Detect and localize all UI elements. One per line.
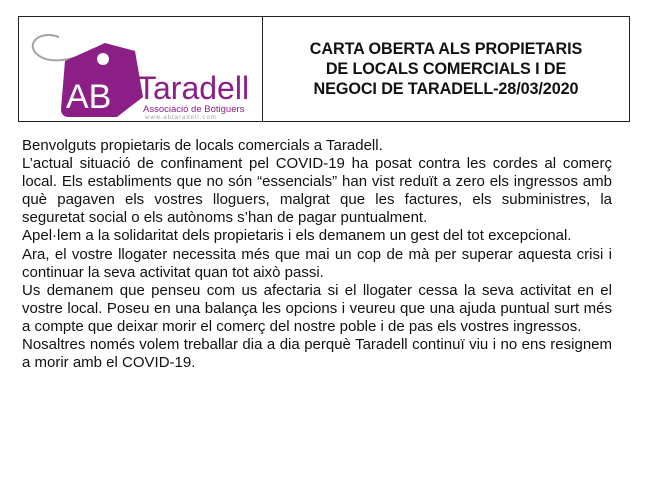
- paragraph: L’actual situació de confinament pel COVID-19 ha posat contra les cordes al comerç local. Els establiments que no són “essencials” han vist reduït a zero els ingressos amb què pagaven els vostres lloguers, malgrat que les factures, els subministres, la seguretat social o els autònoms s’han de pagar puntualment.: [22, 155, 612, 227]
- logo-initials: AB: [66, 78, 112, 116]
- title-cell: [263, 17, 629, 121]
- letter-body: [22, 137, 612, 372]
- paragraph: Ara, el vostre llogater necessita més que mai un cop de mà per superar aquesta crisi i continuar la seva activitat quan tot això passi.: [22, 245, 612, 281]
- title-line: CARTA OBERTA ALS PROPIETARIS: [309, 40, 583, 58]
- paragraph: Us demanem que penseu com us afectaria si el llogater cessa la seva activitat en el vostre local. Poseu en una balança les opcions i veureu que una ajuda puntual surt més a compte que deixar morir el comerç del nostre poble i de pas els vostres ingressos.: [22, 281, 612, 335]
- paragraph: Nosaltres només volem treballar dia a dia perquè Taradell continuï viu i no ens resignem a morir amb el COVID-19.: [22, 336, 612, 372]
- logo-name: Taradell: [137, 70, 250, 106]
- letter-title: [310, 39, 582, 99]
- logo-subtitle: Associació de Botiguers: [143, 104, 245, 115]
- ab-taradell-logo: [19, 17, 262, 121]
- header-table: [18, 16, 630, 122]
- paragraph-greeting: Benvolguts propietaris de locals comercials a Taradell.: [22, 137, 383, 154]
- title-line: NEGOCI DE TARADELL-28/03/2020: [313, 80, 579, 98]
- logo-cell: [19, 17, 263, 121]
- tag-hole: [97, 53, 109, 65]
- logo-url: www.abtaradell.com: [145, 115, 217, 121]
- paragraph: Apel·lem a la solidaritat dels propietaris i els demanem un gest del tot excepcional.: [22, 227, 572, 245]
- title-line: DE LOCALS COMERCIALS I DE: [325, 60, 567, 78]
